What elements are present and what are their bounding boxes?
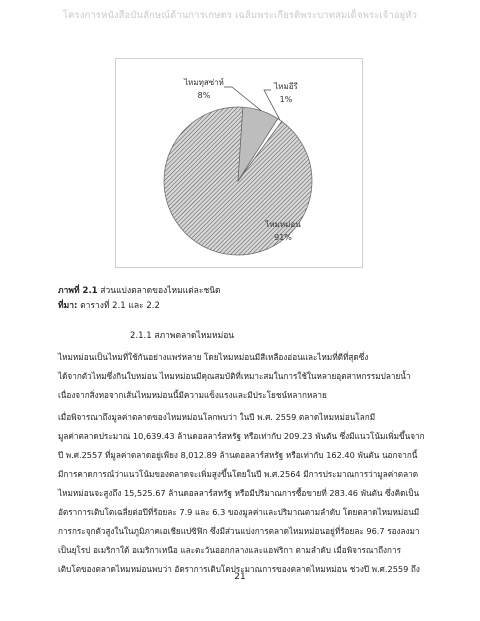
paragraph-line: เมื่อพิจารณาถึงมูลค่าตลาดของไหมหม่อนโลกพบว่า ในปี พ.ศ. 2559 ตลาดไหมหม่อนโลกมี [58,412,376,422]
paragraph-1 [58,348,430,405]
paragraph-line: อัตราการเติบโตเฉลี่ยต่อปีที่ร้อยละ 7.9 และ 6.3 ของมูลค่าและปริมาณตามลำดับ โดยตลาดไหมหม่อนมี [58,507,420,517]
paragraph-line: เติบโตของตลาดไหมหม่อนพบว่า อัตราการเติบโตประมาณการของตลาดไหมหม่อน ช่วงปี พ.ศ.2559 ถึง [58,564,420,574]
paragraph-line: มูลค่าตลาดประมาณ 10,639.43 ล้านดอลลาร์สหรัฐ หรือเท่ากับ 209.23 พันตัน ซึ่งมีแนวโน้มเพิ่มขึ้นจาก [58,431,425,441]
slice-label-percent: 8% [197,91,211,100]
paragraph-line: การกระจุกตัวสูงในในภูมิภาคเอเชียแปซิฟิก ซึ่งมีส่วนแบ่งการตลาดไหมหม่อนอยู่ที่ร้อยละ 96.7 รองลงมา [58,526,420,536]
figure-caption-label: ภาพที่ 2.1 [58,286,98,296]
paragraph-line: ได้จากตัวไหมซึ่งกินใบหม่อน ไหมหม่อนมีคุณสมบัติที่เหมาะสมในการใช้ในหลายอุตสาหกรรมปลายน้ำ [58,371,411,381]
figure-source-text: ตารางที่ 2.1 และ 2.2 [77,301,160,311]
paragraph-line: ไหมหม่อนเป็นไหมที่ใช้กันอย่างแพร่หลาย โดยไหมหม่อนมีสีเหลืองอ่อนและไหมที่ดีที่สุดซึ่ง [58,352,369,362]
paragraph-line: มีการคาดการณ์ว่าแนวโน้มของตลาดจะเพิ่มสูงขึ้นโดยในปี พ.ศ.2564 มีการประมาณการว่ามูลค่าตลาด [58,469,419,479]
paragraph-line: ไหมหม่อนจะสูงถึง 15,525.67 ล้านดอลลาร์สหรัฐ หรือมีปริมาณการซื้อขายที่ 283.46 พันตัน ซึ่งคิดเป็น [58,488,420,498]
paragraph-line: เป็นยุโรป อเมริกาใต้ อเมริกาเหนือ และตะวันออกกลางและแอฟริกา ตามลำดับ เมื่อพิจารณาถึงการ [58,545,401,555]
pie-chart-frame [115,58,363,268]
slice-label-name: ไหมอีรี [274,82,298,91]
slice-label-name: ไหมทุสซ่าห์ [184,78,224,87]
figure-caption [58,283,221,297]
slice-label-name: ไหมหม่อน [265,220,301,229]
paragraph-2 [58,408,430,579]
slice-label-percent: 91% [274,233,292,242]
figure-source-label: ที่มา: [58,301,78,311]
figure-caption-text: ส่วนแบ่งตลาดของไหมแต่ละชนิด [97,286,221,296]
pie-chart [116,59,364,269]
paragraph-line: เนื่องจากสิ่งทอจากเส้นไหมหม่อนนี้มีความแข็งแรงและมีประโยชน์หลากหลาย [58,390,327,400]
slice-label-percent: 1% [279,95,293,104]
figure-source [58,298,160,312]
paragraph-line: ปี พ.ศ.2557 ที่มูลค่าตลาดอยู่เพียง 8,012.89 ล้านดอลลาร์สหรัฐ หรือเท่ากับ 162.40 พันตัน นอกจากนี้ [58,450,418,460]
running-header: โครงการหนังสือบันลักษณ์ด้านการเกษตร เฉลิมพระเกียรติพระบาทสมเด็จพระเจ้าอยู่หัว [62,10,418,21]
section-heading: 2.1.1 สภาพตลาดไหมหม่อน [130,331,235,341]
page-number: 21 [234,572,246,582]
